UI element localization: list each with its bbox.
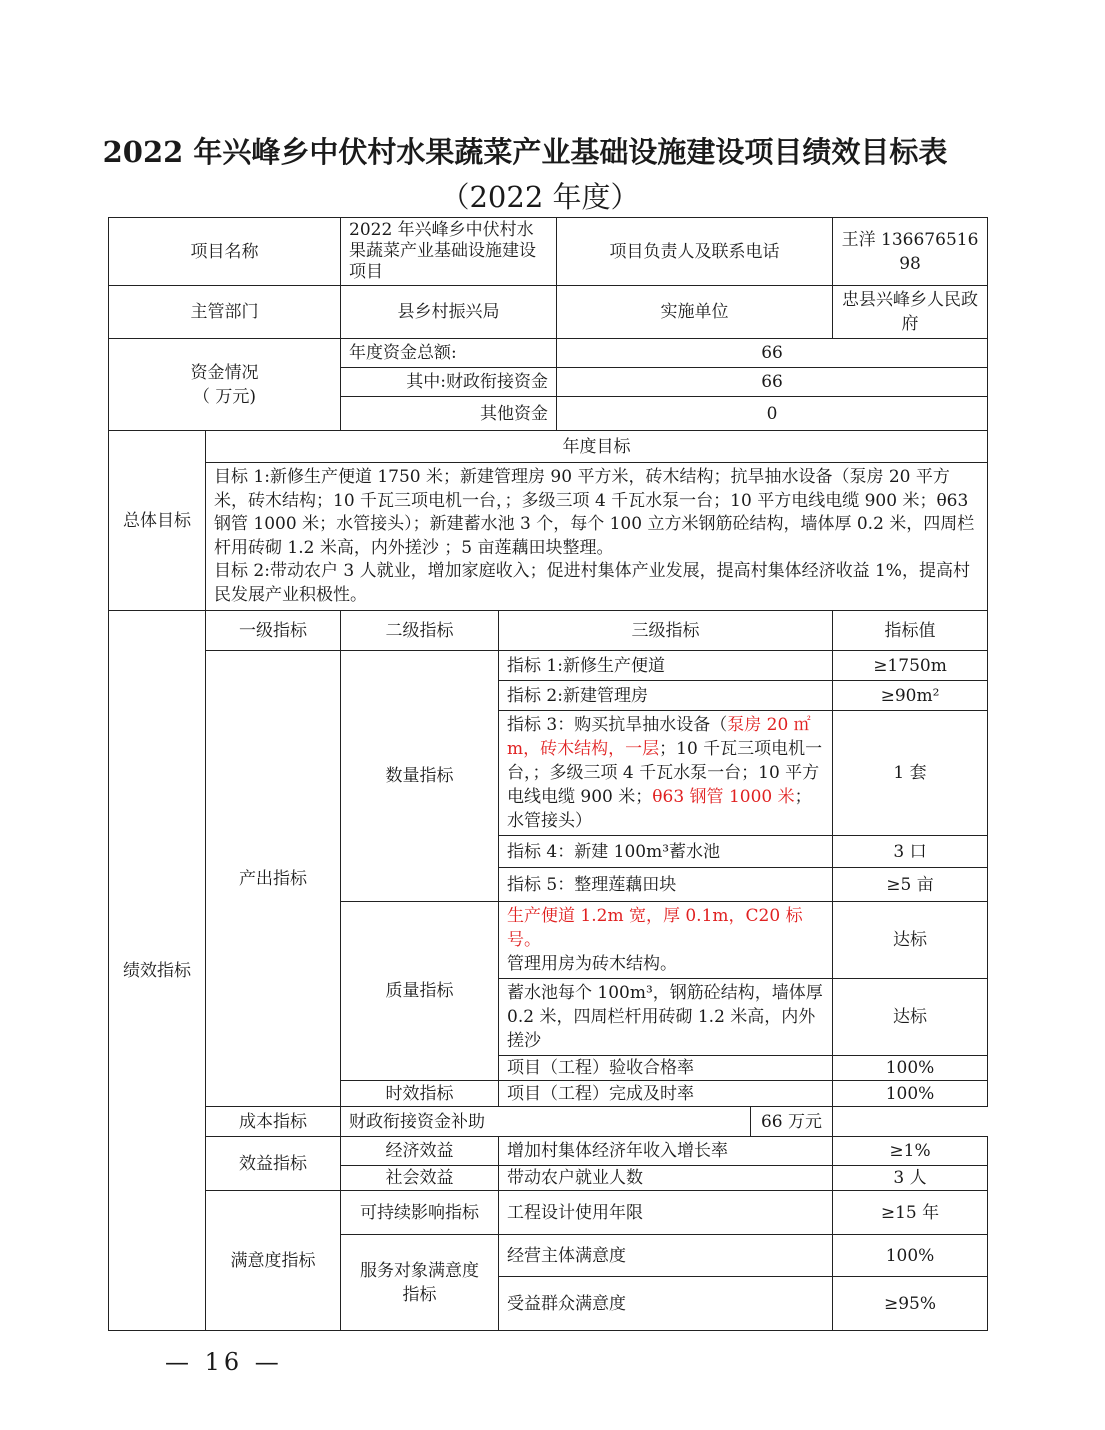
indicator-e1-value: ≥1% [833,1137,988,1166]
indicator-q1: 指标 1:新修生产便道 [499,651,833,681]
indicator-s1-value: 3 人 [833,1166,988,1191]
goal-1: 目标 1:新修生产便道 1750 米；新建管理房 90 平方米，砖木结构；抗旱抽水设备（泵房 20 平方米，砖木结构；10 千瓦三项电机一台，；多级三项 4 千瓦水泵一台；10 平方电线电缆 900 米；θ63 钢管 1000 米；水管接头）；新建蓄水池 3 个，每个 100 立方米钢筋砼结构，墙体厚 0.2 米，四周栏杆用砖砌 1.2 米高，内外搓沙 ；5 亩莲藕田块整理。 [214,467,975,558]
indicator-q4: 指标 4：新建 100m³蓄水池 [499,836,833,868]
indicator-q4-value: 3 口 [833,836,988,868]
annual-goal-header: 年度目标 [206,431,988,463]
indicator-ql2-value: 达标 [833,979,988,1056]
indicator-sv2-value: ≥95% [833,1277,988,1331]
indicator-ql1 [499,902,833,979]
header-value: 指标值 [833,611,988,651]
impl-value: 忠县兴峰乡人民政府 [833,286,988,339]
output-indicator-label: 产出指标 [206,651,341,1107]
indicator-q3-part-b: 泵房 20 ㎡m，砖木结构，一层 [507,715,811,759]
economic-benefit-label: 经济效益 [341,1137,499,1166]
indicator-ql3: 项目（工程）验收合格率 [499,1056,833,1081]
indicator-s1: 带动农户就业人数 [499,1166,833,1191]
dept-label: 主管部门 [109,286,341,339]
indicator-sv1-value: 100% [833,1235,988,1277]
indicator-q3-part-e: ；水管接头） [507,787,812,831]
indicator-su1-value: ≥15 年 [833,1191,988,1235]
indicator-c1-value: 66 万元 [751,1107,833,1137]
indicator-t1: 项目（工程）完成及时率 [499,1081,833,1107]
benefit-indicator-label: 效益指标 [206,1137,341,1191]
indicator-e1: 增加村集体经济年收入增长率 [499,1137,833,1166]
indicator-q5: 指标 5：整理莲藕田块 [499,868,833,902]
impl-label: 实施单位 [557,286,833,339]
perf-label: 绩效指标 [109,611,206,1331]
quantity-indicator-label: 数量指标 [341,651,499,902]
timeliness-indicator-label: 时效指标 [341,1081,499,1107]
project-name-value: 2022 年兴峰乡中伏村水果蔬菜产业基础设施建设项目 [341,218,557,286]
indicator-sv2: 受益群众满意度 [499,1277,833,1331]
header-level1: 一级指标 [206,611,341,651]
overall-goal-label: 总体目标 [109,431,206,611]
satisfaction-indicator-label: 满意度指标 [206,1191,341,1331]
indicator-ql1-black: 管理用房为砖木结构。 [507,954,677,974]
indicator-q3 [499,711,833,836]
page-subtitle: （2022 年度） [440,180,640,214]
service-satisfaction-label: 服务对象满意度指标 [341,1235,499,1331]
performance-table [108,217,988,1331]
indicator-ql3-value: 100% [833,1056,988,1081]
leader-label: 项目负责人及联系电话 [557,218,833,286]
project-name-label: 项目名称 [109,218,341,286]
indicator-t1-value: 100% [833,1081,988,1107]
funds-other-label: 其他资金 [341,397,557,431]
leader-value: 王洋 13667651698 [833,218,988,286]
funds-label-line2: （ 万元) [192,386,257,407]
indicator-ql2: 蓄水池每个 100m³，钢筋砼结构，墙体厚 0.2 米，四周栏杆用砖砌 1.2 米高，内外搓沙 [499,979,833,1056]
indicator-ql1-red: 生产便道 1.2m 宽，厚 0.1m，C20 标号。 [507,906,803,950]
funds-fiscal-value: 66 [557,368,988,397]
indicator-su1: 工程设计使用年限 [499,1191,833,1235]
dept-value: 县乡村振兴局 [341,286,557,339]
indicator-sv1: 经营主体满意度 [499,1235,833,1277]
funds-total-label: 年度资金总额: [341,339,557,368]
indicator-q3-part-c: ；10 千瓦三项电机一台，；多级三项 4 千瓦水泵一台；10 平方电线电缆 900 米； [507,739,823,807]
page-title: 2022 年兴峰乡中伏村水果蔬菜产业基础设施建设项目绩效目标表 [102,135,948,169]
indicator-q2-value: ≥90m² [833,681,988,711]
header-level2: 二级指标 [341,611,499,651]
indicator-q3-part-d: θ63 钢管 1000 米 [652,787,795,807]
indicator-q5-value: ≥5 亩 [833,868,988,902]
indicator-q1-value: ≥1750m [833,651,988,681]
indicator-c1: 财政衔接资金补助 [341,1107,751,1137]
goal-2: 目标 2:带动农户 3 人就业，增加家庭收入；促进村集体产业发展，提高村集体经济收益 1%，提高村民发展产业积极性。 [214,561,970,605]
funds-label [109,339,341,431]
indicator-q3-part-a: 指标 3：购买抗旱抽水设备（ [507,715,728,735]
quality-indicator-label: 质量指标 [341,902,499,1081]
indicator-ql1-value: 达标 [833,902,988,979]
cost-indicator-label: 成本指标 [206,1107,341,1137]
header-level3: 三级指标 [499,611,833,651]
indicator-q2: 指标 2:新建管理房 [499,681,833,711]
indicator-q3-value: 1 套 [833,711,988,836]
annual-goal-text [206,463,988,611]
funds-other-value: 0 [557,397,988,431]
sustain-indicator-label: 可持续影响指标 [341,1191,499,1235]
funds-label-line1: 资金情况 [190,362,259,383]
funds-total-value: 66 [557,339,988,368]
page-number: — 16 — [165,1348,283,1376]
funds-fiscal-label: 其中:财政衔接资金 [341,368,557,397]
social-benefit-label: 社会效益 [341,1166,499,1191]
